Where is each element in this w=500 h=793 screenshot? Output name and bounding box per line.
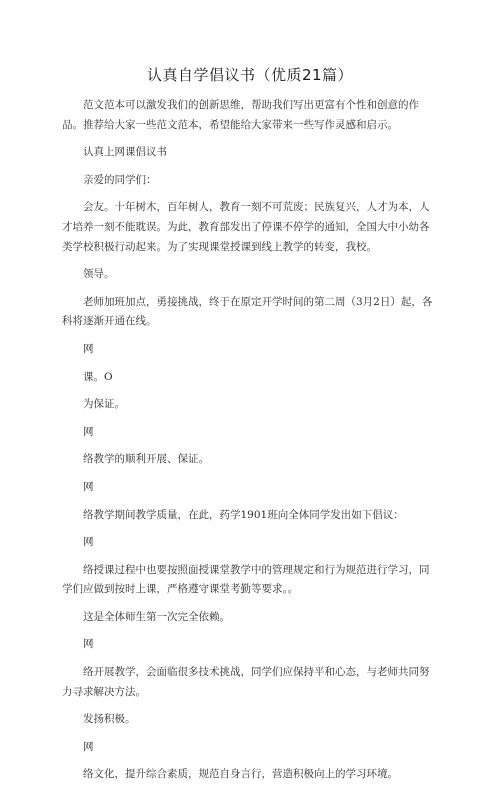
paragraph-intro: 范文范本可以激发我们的创新思维，帮助我们写出更富有个性和创意的作品。推荐给大家一些范文范本，希望能给大家带来一些写作灵感和启示。 (62, 99, 419, 131)
paragraph-body: 课。O (83, 370, 113, 383)
paragraph-body: 络开展教学，会面临很多技术挑战，同学们应保持平和心态，与老师共同努力寻求解决方法。 (62, 666, 430, 698)
paragraph-body: 领导。 (83, 268, 115, 281)
document-body (62, 96, 438, 793)
paragraph-body: 网 (83, 638, 94, 651)
paragraph-body: 络教学的顺利开展、保证。 (83, 453, 209, 466)
paragraph-body: 网 (83, 480, 94, 493)
paragraph-body: 络文化，提升综合素质，规范自身言行，营造积极向上的学习环境。 (83, 768, 398, 781)
paragraph-salutation: 亲爱的同学们： (83, 173, 157, 186)
paragraph-body: 为保证。 (83, 398, 125, 411)
paragraph-body: 网 (83, 342, 94, 355)
paragraph-body: 络教学期间教学质量，在此，药学1901班向全体同学发出如下倡议： (83, 508, 404, 521)
paragraph-body: 老师加班加点，勇接挑战，终于在原定开学时间的第二周（3月2日）起，各科将逐渐开通在线。 (62, 295, 433, 328)
paragraph-subtitle: 认真上网课倡议书 (83, 146, 167, 159)
paragraph-body: 网 (83, 740, 94, 753)
paragraph-body: 网 (83, 536, 94, 549)
paragraph-body: 网 (83, 425, 94, 438)
paragraph-body: 会友。十年树木，百年树人，教育一刻不可荒废；民族复兴，人才为本，人才培养一刻不能耽误。为此，教育部发出了停课不停学的通知，全国大中小幼各类学校积极行动起来。为了实现课堂授课到线上教学的转变，我校。 (62, 201, 430, 253)
paragraph-body: 这是全体师生第一次完全依赖。 (83, 610, 230, 623)
document-title: 认真自学倡议书（优质21篇） (146, 66, 354, 84)
paragraph-body: 发扬积极。 (83, 713, 136, 726)
paragraph-body: 络授课过程中也要按照面授课堂教学中的管理规定和行为规范进行学习，同学们应做到按时上课，严格遵守课堂考勤等要求。。 (62, 563, 430, 596)
